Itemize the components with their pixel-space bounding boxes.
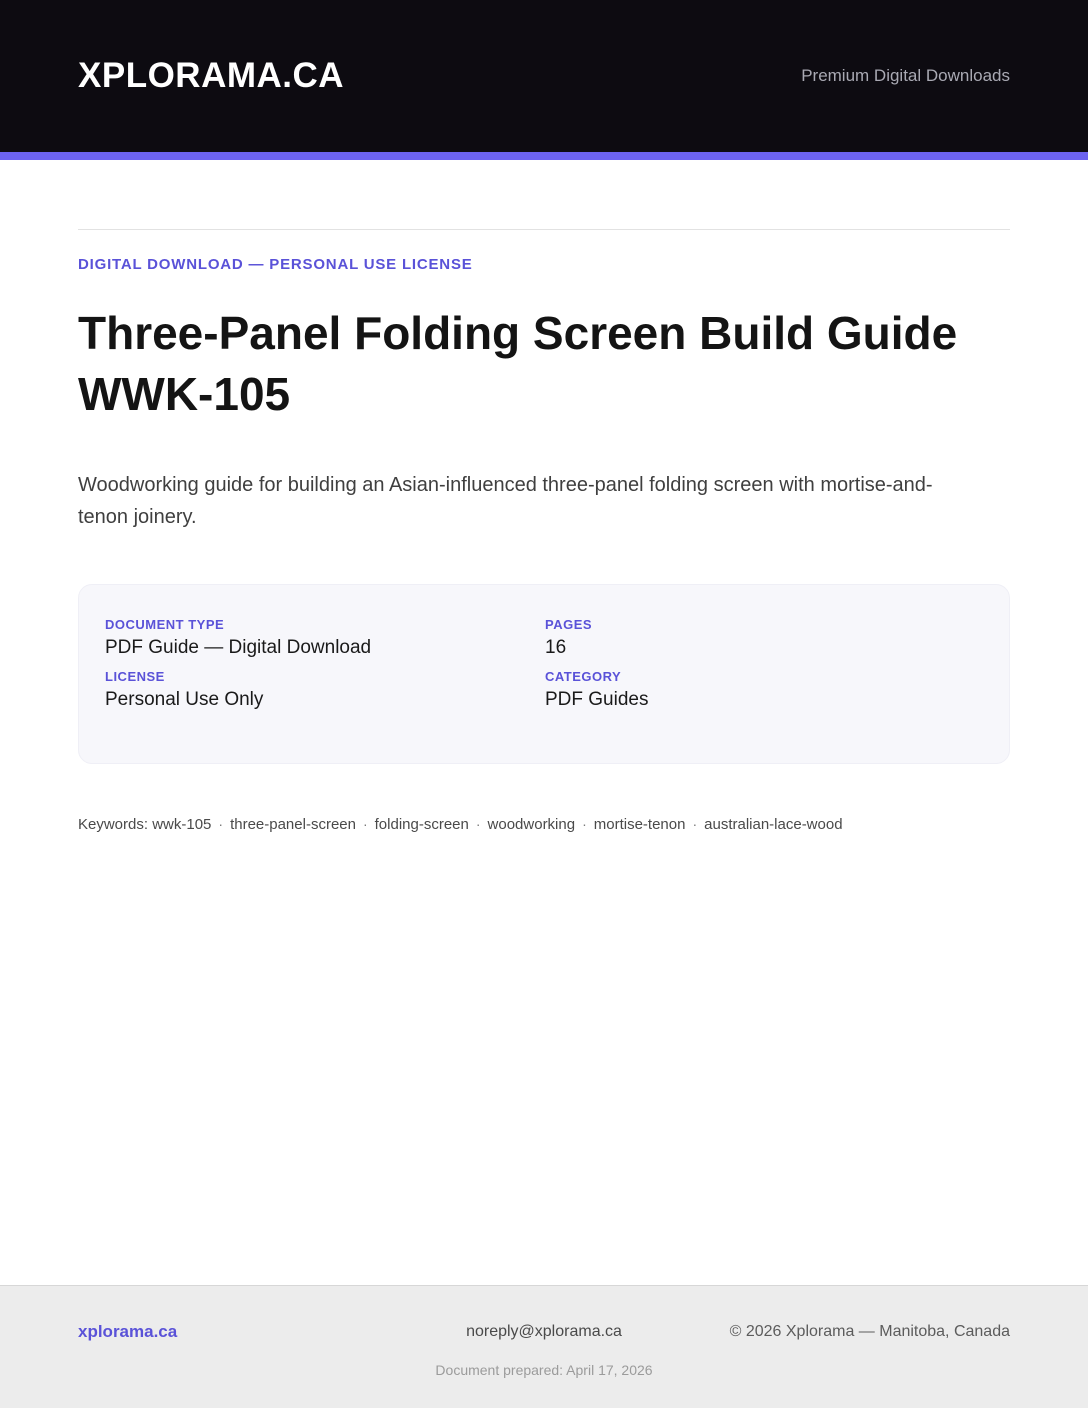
detail-label: CATEGORY [545,668,622,684]
site-header [0,0,1088,152]
keywords-label: Keywords: [78,815,149,833]
detail-value: PDF Guides [545,688,649,710]
footer-prepared-date: Document prepared: April 17, 2026 [435,1362,653,1378]
detail-document-type [105,617,545,659]
detail-category [545,669,983,711]
brand-logo: XPLORAMA.CA [78,56,345,95]
detail-value: PDF Guide — Digital Download [105,636,372,658]
footer-email: noreply@xplorama.ca [466,1323,622,1340]
detail-label: PAGES [545,616,593,632]
keyword: three-panel-screen [230,815,356,833]
keyword-separator: · [692,815,698,832]
keyword: wwk-105 [152,815,212,833]
detail-license [105,669,545,711]
keyword-separator: · [362,815,368,832]
keyword: australian-lace-wood [704,815,843,833]
keyword-separator: · [475,815,481,832]
accent-bar [0,152,1088,160]
top-divider [78,229,1010,230]
license-badge: DIGITAL DOWNLOAD — PERSONAL USE LICENSE [78,256,473,273]
document-description: Woodworking guide for building an Asian-influenced three-panel folding screen with mortise-and-tenon joinery. [78,474,933,529]
header-tagline: Premium Digital Downloads [801,66,1010,85]
footer-row [78,1322,1010,1342]
detail-pages [545,617,983,659]
keyword: woodworking [487,815,576,833]
keyword-separator: · [218,815,224,832]
footer-brand: xplorama.ca [78,1322,178,1341]
main-content [0,160,1088,1285]
keywords-line [78,816,1010,833]
keyword: folding-screen [374,815,469,833]
details-card [78,584,1010,764]
detail-label: DOCUMENT TYPE [105,616,225,632]
site-footer [0,1285,1088,1408]
page-title: Three-Panel Folding Screen Build Guide WWK-105 [78,307,958,420]
detail-value: 16 [545,636,567,658]
keyword: mortise-tenon [593,815,686,833]
keyword-separator: · [582,815,587,832]
detail-value: Personal Use Only [105,688,264,710]
detail-label: LICENSE [105,668,165,684]
footer-copyright: © 2026 Xplorama — Manitoba, Canada [729,1323,1010,1340]
